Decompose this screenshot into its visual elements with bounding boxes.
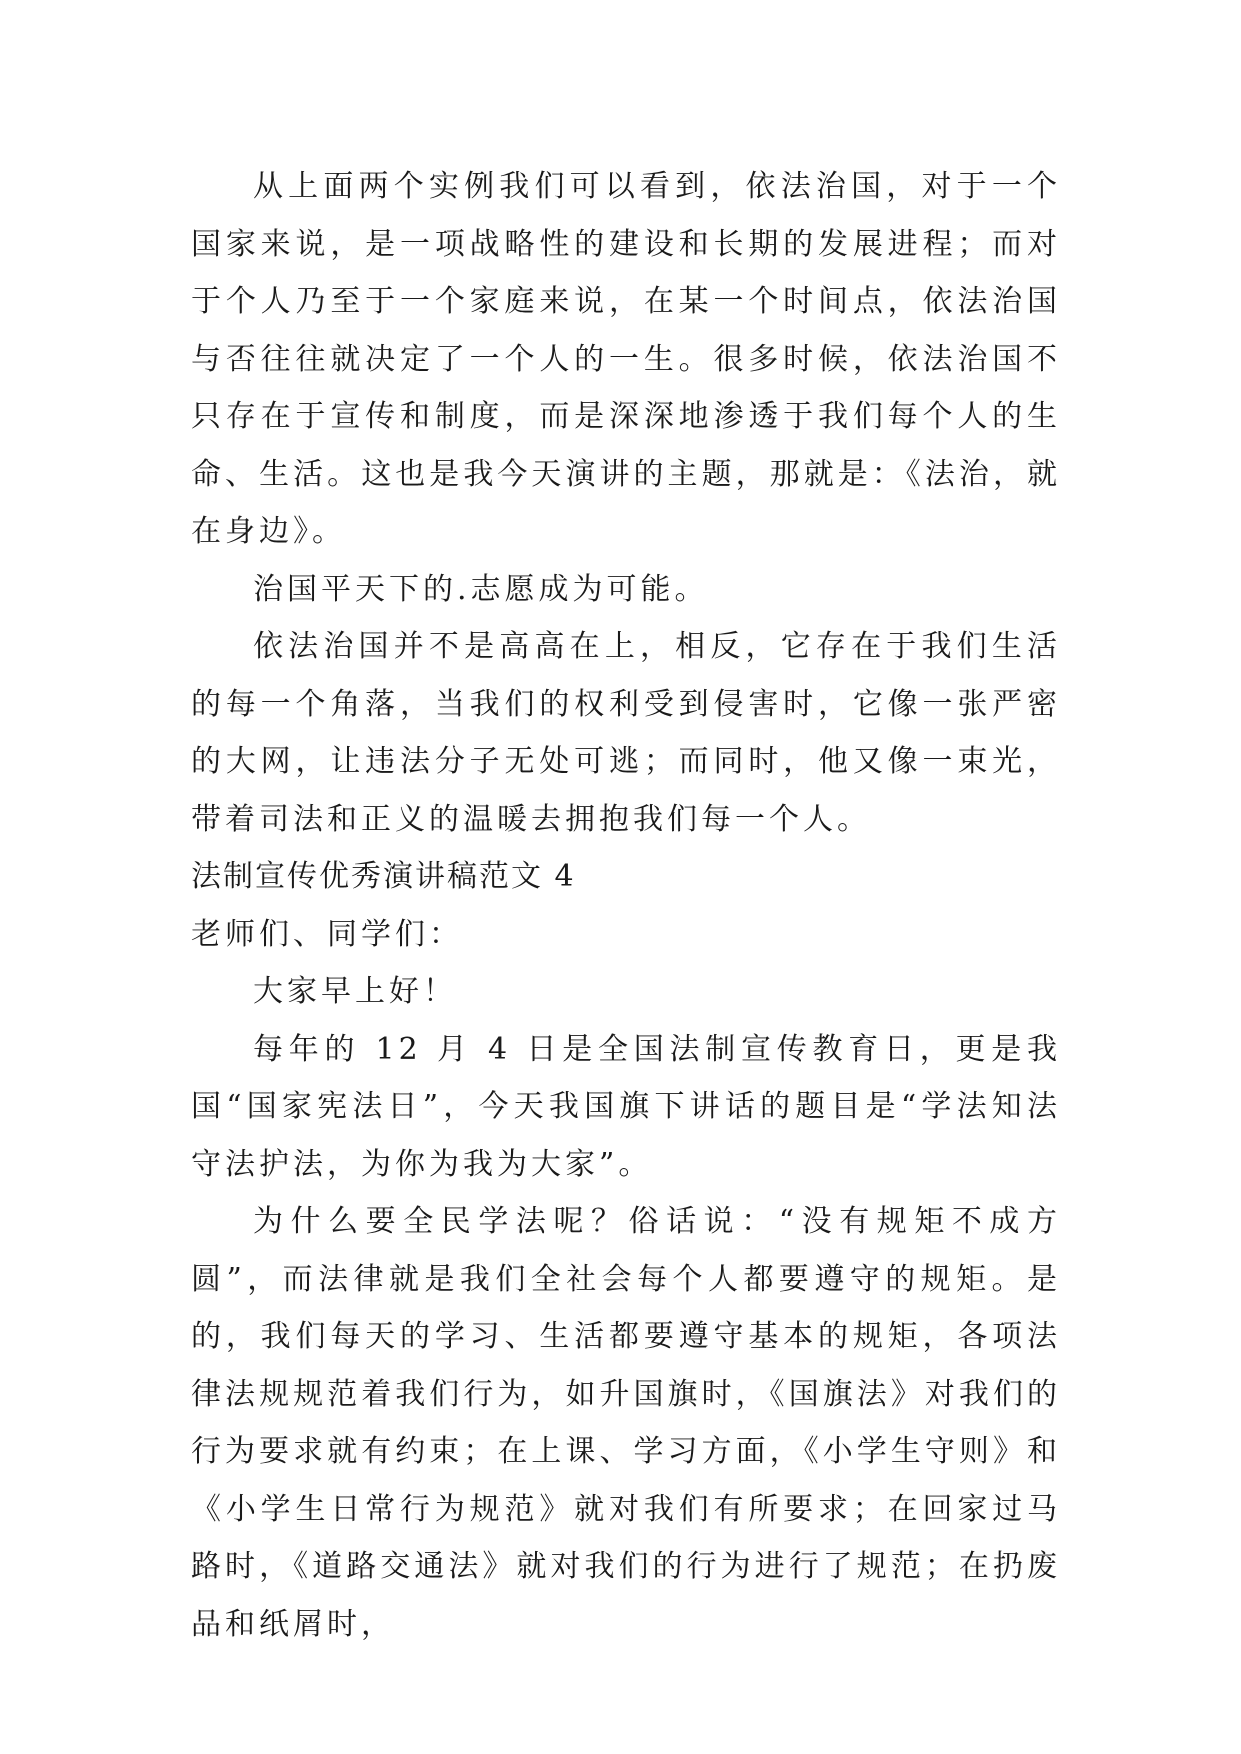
- salutation: 老师们、同学们：: [191, 916, 463, 952]
- greeting: 大家早上好！: [253, 974, 457, 1009]
- document-body: [191, 158, 1061, 1653]
- paragraph-constitution-day: 每年的 12 月 4 日是全国法制宣传教育日，更是我国“国家宪法日”，今天我国旗下讲话的题目是“学法知法守法护法，为你为我为大家”。: [191, 1031, 1061, 1182]
- section-heading: 法制宣传优秀演讲稿范文 4: [191, 859, 576, 894]
- paragraph-rule-of-law-everywhere: 依法治国并不是高高在上，相反，它存在于我们生活的每一个角落，当我们的权利受到侵害时，它像一张严密的大网，让违法分子无处可逃；而同时，他又像一束光，带着司法和正义的温暖去拥抱我们每一个人。: [191, 629, 1061, 837]
- paragraph-why-learn-law: 为什么要全民学法呢？俗话说：“没有规矩不成方圆”，而法律就是我们全社会每个人都要遵守的规矩。是的，我们每天的学习、生活都要遵守基本的规矩，各项法律法规规范着我们行为，如升国旗时，《国旗法》对我们的行为要求就有约束；在上课、学习方面，《小学生守则》和《小学生日常行为规范》就对我们有所要求；在回家过马路时，《道路交通法》就对我们的行为进行了规范；在扔废品和纸屑时，: [191, 1204, 1061, 1642]
- paragraph-rule-of-law-examples: 从上面两个实例我们可以看到，依法治国，对于一个国家来说，是一项战略性的建设和长期的发展进程；而对于个人乃至于一个家庭来说，在某一个时间点，依法治国与否往往就决定了一个人的一生。很多时候，依法治国不只存在于宣传和制度，而是深深地渗透于我们每个人的生命、生活。这也是我今天演讲的主题，那就是：《法治，就在身边》。: [191, 169, 1061, 549]
- paragraph-aspiration: 治国平天下的.志愿成为可能。: [253, 571, 709, 607]
